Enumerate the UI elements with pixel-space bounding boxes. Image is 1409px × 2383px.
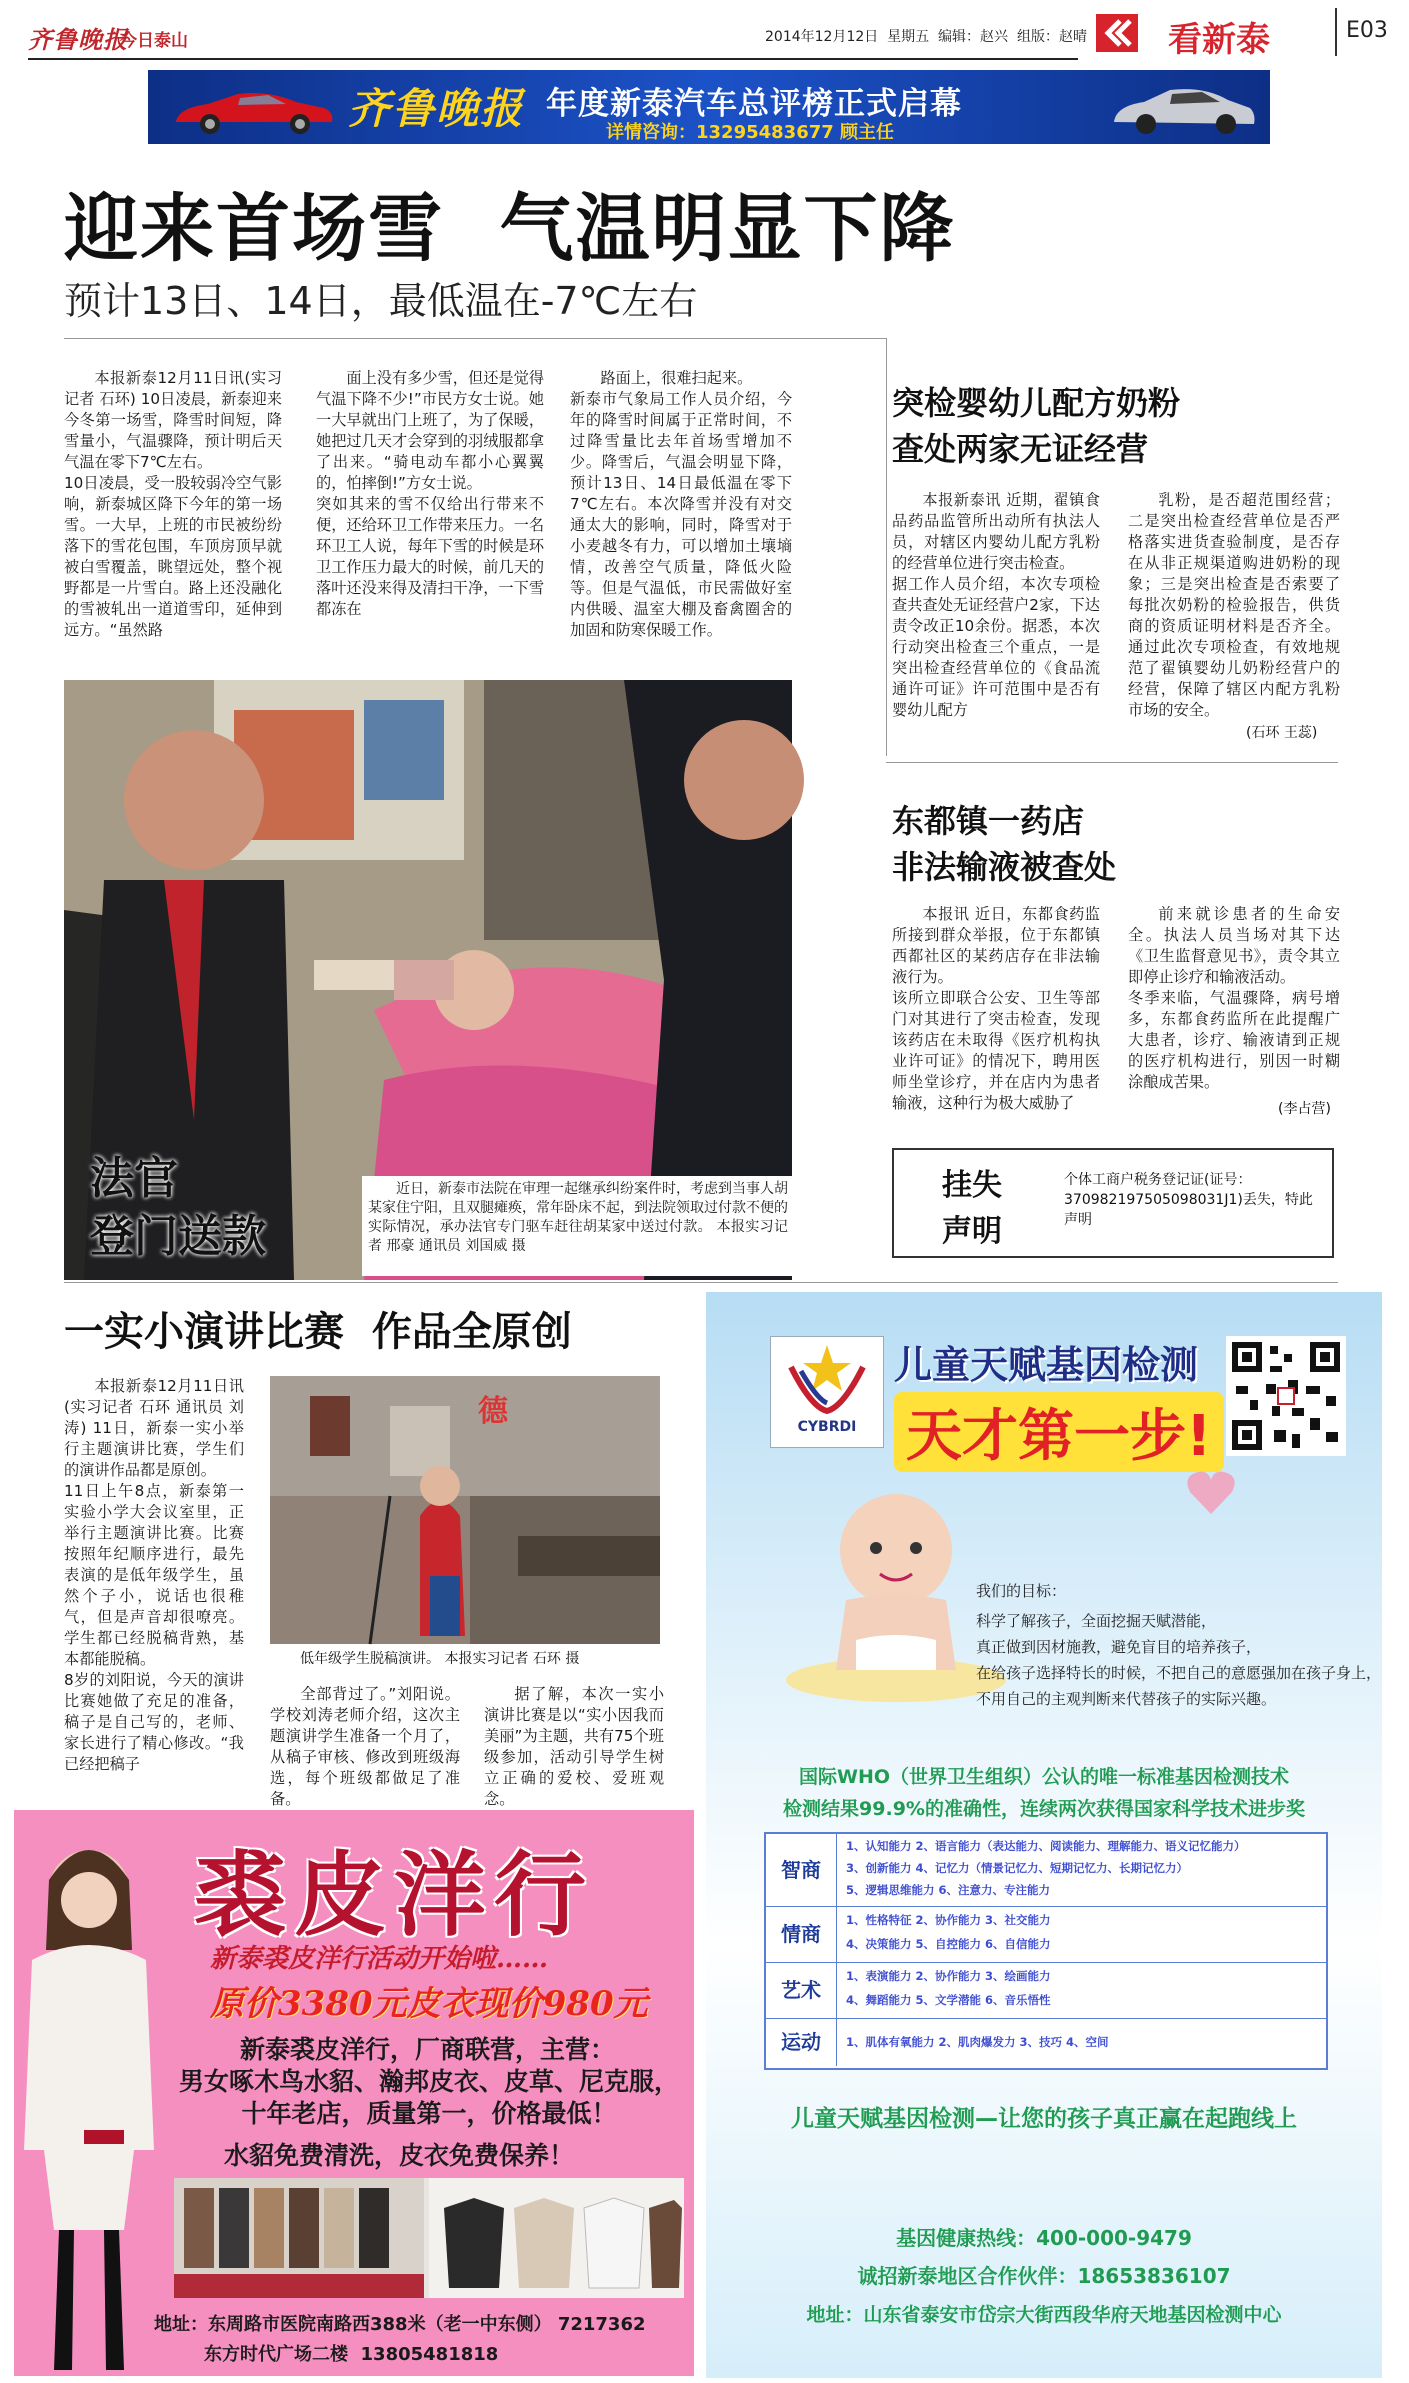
red-car-image <box>168 86 338 136</box>
milk-column-1: 本报新泰讯 近期，翟镇食品药品监管所出动所有执法人员，对辖区内婴幼儿配方乳粉的经营单位进行突击检查。 据工作人员介绍，本次专项检查共查处无证经营户2家，下达责令改正10余份。据悉，本次行动突出检查三个重点，一是突出检查经营单位的《食品流通许可证》许可范围中是否有婴幼儿配方 <box>892 491 1100 719</box>
qr-code <box>1226 1336 1346 1456</box>
row-line: 1、认知能力 2、语言能力（表达能力、阅读能力、理解能力、语义记忆能力） <box>846 1839 1246 1853</box>
table-row-iq <box>766 1834 1326 1907</box>
cybrdi-text: CYBRDI <box>797 1419 857 1435</box>
page-header <box>0 0 1409 62</box>
pharmacy-title-2: 非法输液被查处 <box>892 848 1117 886</box>
pharmacy-title-1: 东都镇一药店 <box>892 802 1085 840</box>
fur-ad[interactable] <box>14 1810 694 2376</box>
row-line: 4、决策能力 5、自控能力 6、自信能力 <box>846 1937 1051 1951</box>
fur-ad-title: 裘皮洋行 <box>194 1842 595 1949</box>
speech-headline: 一实小演讲比赛 作品全原创 <box>64 1309 572 1355</box>
star-logo-icon <box>771 1337 883 1417</box>
fur-ad-line4: 男女啄木鸟水貂、瀚邦皮衣、皮草、尼克服，十年老店，质量第一，价格最低！ <box>178 2067 679 2128</box>
gene-address: 地址：山东省泰安市岱宗大街西段华府天地基因检测中心 <box>806 2304 1282 2326</box>
speech-column-2: 全部背过了。”刘阳说。学校刘涛老师介绍，这次主题演讲学生准备一个月了，从稿子审核、修改到班级海选，每个班级都做足了准备。 <box>270 1685 460 1808</box>
loss-notice <box>892 1148 1334 1258</box>
table-row-sport <box>766 2018 1326 2066</box>
speech-column-1: 本报新泰12月11日讯(实习记者 石环 通讯员 刘涛) 11日，新泰一实小举行主题演讲比赛，学生们的演讲作品都是原创。 11日上午8点，新泰第一实验小学大会议室里，正举行主题演讲比赛。比赛按照年纪顺序进行，最先表演的是低年级学生，虽然个子小，说话也很稚气，但是声音却很嘹亮。学生都已经脱稿背熟，基本都能脱稿。 8岁的刘阳说，今天的演讲比赛她做了充足的准备，稿子是自己写的，老师、家长进行了精心修改。“我已经把稿子 <box>64 1377 244 1773</box>
banner-contact: 详情咨询：13295483677 顾主任 <box>606 122 895 143</box>
milk-column-2: 乳粉，是否超范围经营；二是突出检查经营单位是否严格落实进货查验制度，是否存在从非正规渠道购进奶粉的现象；三是突出检查是否索要了每批次奶粉的检验报告，供货商的资质证明材料是否齐全。通过此次专项检查，有效地规范了翟镇婴幼儿奶粉经营户的经营，保障了辖区内配方乳粉市场的安全。 <box>1128 491 1340 719</box>
speech-photo-caption: 低年级学生脱稿演讲。 本报实习记者 石环 摄 <box>300 1651 580 1667</box>
milk-title-2: 查处两家无证经营 <box>892 430 1149 468</box>
row-label-sport: 运动 <box>766 2018 837 2066</box>
notice-title-1: 挂失 <box>942 1168 1002 1203</box>
court-photo-title-2: 登门送款 <box>90 1211 266 1262</box>
model-figure <box>14 1810 164 2376</box>
table-row-art <box>766 1962 1326 2019</box>
goal-line-3: 在给孩子选择特长的时候，不把自己的意愿强加在孩子身上， <box>976 1664 1382 1682</box>
speech-photo <box>270 1376 660 1644</box>
notice-body: 个体工商户税务登记证(证号：370982197505098031J1)丢失，特此声明 <box>1064 1172 1313 1228</box>
goal-line-1: 科学了解孩子，全面挖掘天赋潜能， <box>976 1612 1217 1630</box>
fur-ad-line1: 新泰裘皮洋行活动开始啦…… <box>210 1944 549 1974</box>
fur-ad-address1: 地址：东周路市医院南路西388米（老一中东侧） 7217362 <box>154 2314 646 2335</box>
car-banner-ad[interactable] <box>148 70 1270 144</box>
row-label-eq: 情商 <box>766 1906 837 1962</box>
lead-headline: 迎来首场雪 气温明显下降 <box>64 186 956 272</box>
row-line: 4、舞蹈能力 5、文学潜能 6、音乐悟性 <box>846 1993 1051 2007</box>
row-line: 3、创新能力 4、记忆力（情景记忆力、短期记忆力、长期记忆力） <box>846 1861 1189 1875</box>
row-label-iq: 智商 <box>766 1834 837 1906</box>
section-icon <box>1096 14 1138 52</box>
claim-line-1: 国际WHO（世界卫生组织）公认的唯一标准基因检测技术 <box>798 1766 1289 1788</box>
ability-table <box>764 1832 1328 2070</box>
row-line: 1、肌体有氧能力 2、肌肉爆发力 3、技巧 4、空间 <box>846 2035 1109 2049</box>
speech-column-3: 据了解，本次一实小演讲比赛是以“实小因我而美丽”为主题，共有75个班级参加，活动引导学生树立正确的爱校、爱班观念。 <box>484 1685 664 1808</box>
milk-title-1: 突检婴幼儿配方奶粉 <box>892 384 1181 422</box>
fur-ad-line2: 原价3380元皮衣现价980元 <box>210 1984 648 2024</box>
goal-line-2: 真正做到因材施教，避免盲目的培养孩子， <box>976 1638 1262 1656</box>
newspaper-logo: 齐鲁晚报 <box>28 25 128 54</box>
lead-column-1: 本报新泰12月11日讯(实习记者 石环) 10日凌晨，新泰迎来今冬第一场雪，降雪时间短，降雪量小，气温骤降，预计明后天气温在零下7℃左右。 10日凌晨，受一股较弱冷空气影响，新泰城区降下今年的第一场雪。一大早，上班的市民被纷纷落下的雪花包围，车顶房顶早就被白雪覆盖，眺望远处，整个视野都是一片雪白。路上还没融化的雪被轧出一道道雪印，延伸到远方。“虽然路 <box>64 369 282 639</box>
lead-column-3: 路面上，很难扫起来。 新泰市气象局工作人员介绍，今年的降雪时间属于正常时间，不过降雪量比去年首场雪增加不少。降雪后，气温会明显下降，预计13日、14日最低温在零下7℃左右。本次降雪并没有对交通太大的影响，同时，降雪对于小麦越冬有力，可以增加土壤墒情，改善空气质量，降低火险等。但是气温低，市民需做好室内供暖、温室大棚及畜禽圈舍的加固和防寒保暖工作。 <box>570 369 792 639</box>
gene-title-1: 儿童天赋基因检测 <box>894 1343 1199 1387</box>
gene-partner: 诚招新泰地区合作伙伴：18653836107 <box>857 2264 1231 2288</box>
fur-ad-line5: 水貂免费清洗，皮衣免费保养！ <box>224 2141 575 2170</box>
gene-slogan: 儿童天赋基因检测—让您的孩子真正赢在起跑线上 <box>791 2106 1297 2132</box>
goal-line-4: 不用自己的主观判断来代替孩子的实际兴趣。 <box>976 1690 1277 1708</box>
silver-car-image <box>1108 80 1258 140</box>
lead-subtitle: 预计13日、14日，最低温在-7℃左右 <box>64 279 698 323</box>
notice-title-2: 声明 <box>942 1214 1002 1249</box>
gene-hotline: 基因健康热线：400-000-9479 <box>896 2226 1192 2250</box>
table-row-eq <box>766 1906 1326 1963</box>
section-title: 看新泰 <box>1168 20 1270 60</box>
banner-headline: 年度新泰汽车总评榜正式启幕 <box>546 86 962 122</box>
chevron-left-icon <box>1096 14 1138 52</box>
row-line: 1、性格特征 2、协作能力 3、社交能力 <box>846 1913 1051 1927</box>
pharmacy-column-1: 本报讯 近日，东都食药监所接到群众举报，位于东都镇西都社区的某药店存在非法输液行为。 该所立即联合公安、卫生等部门对其进行了突击检查，发现该药店在未取得《医疗机构执业许可证》的情况下，聘用医师坐堂诊疗，并在店内为患者输液，这种行为极大威胁了 <box>892 905 1100 1112</box>
row-line: 5、逻辑思维能力 6、注意力、专注能力 <box>846 1883 1051 1897</box>
court-photo-caption: 近日，新泰市法院在审理一起继承纠纷案件时，考虑到当事人胡某家住宁阳，且双腿瘫痪，常年卧床不起，到法院领取过付款不便的实际情况，承办法官专门驱车赶往胡某家中送过付款。 本报实习记者 邢豪 通讯员 刘国威 摄 <box>362 1176 794 1276</box>
sub-brand: 今日泰山 <box>120 31 188 51</box>
gene-title-2: 天才第一步! <box>894 1392 1224 1472</box>
gene-test-ad[interactable] <box>706 1292 1382 2378</box>
goal-title: 我们的目标： <box>976 1582 1067 1600</box>
row-label-art: 艺术 <box>766 1962 837 2018</box>
row-line: 1、表演能力 2、协作能力 3、绘画能力 <box>846 1969 1051 1983</box>
baby-illustration <box>796 1470 996 1700</box>
lead-column-2: 面上没有多少雪，但还是觉得气温下降不少!”市民方女士说。她一大早就出门上班了，为了保暖，她把过几天才会穿到的羽绒服都拿了出来。“骑电动车都小心翼翼的，怕摔倒!”方女士说。 突如其来的雪不仅给出行带来不便，还给环卫工作带来压力。一名环卫工人说，每年下雪的时候是环卫工作压力最大的时候，前几天的落叶还没来得及清扫干净，一下雪都冻在 <box>316 369 544 618</box>
pharmacy-column-2: 前来就诊患者的生命安全。执法人员当场对其下达《卫生监督意见书》，责令其立即停止诊疗和输液活动。 冬季来临，气温骤降，病号增多，东都食药监所在此提醒广大患者，诊疗、输液请到正规的医疗机构进行，别因一时糊涂酿成苦果。 <box>1128 905 1340 1091</box>
claim-line-2: 检测结果99.9%的准确性，连续两次获得国家科学技术进步奖 <box>783 1798 1305 1820</box>
fur-ad-address2: 东方时代广场二楼 13805481818 <box>204 2344 499 2365</box>
cybrdi-logo <box>770 1336 884 1448</box>
banner-brand: 齐鲁晚报 <box>348 84 525 133</box>
date-info: 2014年12月12日 星期五 编辑：赵兴 组版：赵晴 <box>765 29 1087 45</box>
store-photo <box>174 2178 684 2298</box>
milk-byline: (石环 王蕊) <box>1246 725 1318 741</box>
speech-sign-char: 德 <box>478 1394 508 1429</box>
fur-ad-line3: 新泰裘皮洋行，厂商联营，主营： <box>240 2035 616 2064</box>
heart-icon <box>1186 1470 1236 1516</box>
page-number: E03 <box>1346 18 1388 43</box>
pharmacy-byline: (李占营) <box>1278 1101 1331 1117</box>
court-photo-title-1: 法官 <box>90 1153 178 1204</box>
